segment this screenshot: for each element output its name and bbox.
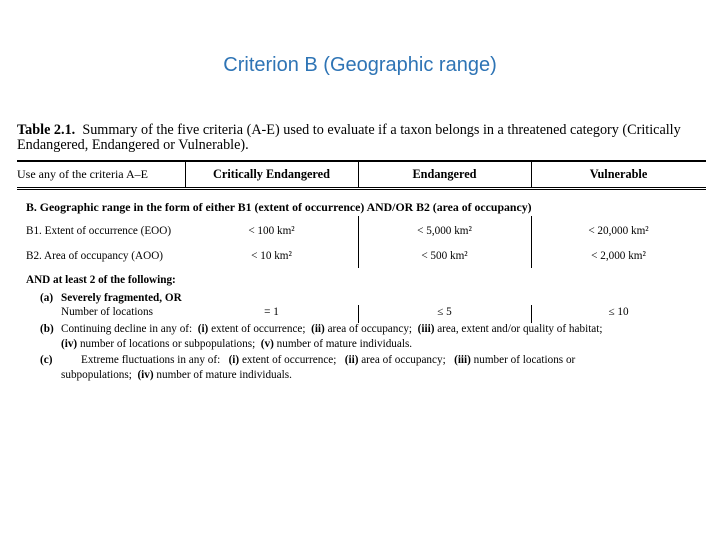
item-c-iv-text: number of mature individuals.	[156, 369, 292, 381]
caption-label: Table 2.1.	[17, 122, 76, 138]
item-c-iv: (iv)	[137, 369, 154, 381]
item-b-line2	[61, 338, 412, 350]
slide-title: Criterion B (Geographic range)	[223, 54, 497, 76]
and-label: AND at least 2 of the following:	[26, 274, 176, 286]
header-critically-endangered: Critically Endangered	[213, 167, 330, 181]
row-b2-label: B2. Area of occupancy (AOO)	[26, 250, 163, 262]
row-b2-vu: < 2,000 km²	[591, 250, 646, 262]
item-a-en: ≤ 5	[437, 306, 452, 318]
item-c-line2-prefix: subpopulations;	[61, 369, 132, 381]
row-b1-vu: < 20,000 km²	[588, 225, 649, 237]
row-b1-cr: < 100 km²	[248, 225, 295, 237]
row-b1-en: < 5,000 km²	[417, 225, 472, 237]
item-b-iii: (iii)	[417, 323, 435, 335]
item-c-prefix: Extreme fluctuations in any of:	[81, 354, 221, 366]
table-caption	[17, 123, 707, 153]
item-a-line1: Severely fragmented, OR	[61, 292, 182, 304]
header-criteria: Use any of the criteria A–E	[17, 167, 148, 181]
item-b-marker: (b)	[40, 323, 54, 335]
section-title: B. Geographic range in the form of either B1 (extent of occurrence) AND/OR B2 (area of occupancy)	[26, 200, 532, 214]
row-b2-en: < 500 km²	[421, 250, 468, 262]
item-b-v-text: number of mature individuals.	[276, 338, 413, 350]
row-b1-label: B1. Extent of occurrence (EOO)	[26, 225, 172, 237]
item-a-vu: ≤ 10	[608, 306, 629, 318]
row-b2-cr: < 10 km²	[251, 250, 292, 262]
item-c-ii: (ii)	[344, 354, 359, 366]
caption-text: Summary of the five criteria (A-E) used to evaluate if a taxon belongs in a threatened category (Critically Endangered, Endangered or Vulnerable).	[17, 122, 681, 153]
item-a-marker: (a)	[40, 292, 54, 304]
item-c-iii-text: number of locations or	[473, 354, 576, 366]
header-endangered: Endangered	[412, 167, 477, 181]
item-c-line1	[81, 354, 575, 366]
item-c-i-text: extent of occurrence;	[241, 354, 337, 366]
item-c-iii: (iii)	[454, 354, 471, 366]
header-double-rule	[17, 189, 706, 190]
item-a-line2: Number of locations	[61, 306, 153, 318]
header-vulnerable: Vulnerable	[589, 167, 648, 181]
item-a-cr: = 1	[264, 306, 279, 318]
item-b-ii-text: area of occupancy;	[327, 323, 413, 335]
item-c-ii-text: area of occupancy;	[361, 354, 446, 366]
item-c-i: (i)	[228, 354, 240, 366]
item-b-iv: (iv)	[61, 338, 78, 350]
item-b-line1	[61, 323, 602, 335]
item-b-prefix: Continuing decline in any of:	[61, 323, 193, 335]
item-b-i-text: extent of occurrence;	[211, 323, 306, 335]
item-b-ii: (ii)	[311, 323, 325, 335]
item-b-iv-text: number of locations or subpopulations;	[79, 338, 256, 350]
item-c-line2	[61, 369, 292, 381]
item-c-marker: (c)	[40, 354, 53, 366]
header-bottom-rule	[17, 187, 706, 188]
item-b-v: (v)	[260, 338, 274, 350]
item-b-i: (i)	[197, 323, 209, 335]
table-top-rule	[17, 160, 706, 162]
item-b-iii-text: area, extent and/or quality of habitat;	[437, 323, 603, 335]
